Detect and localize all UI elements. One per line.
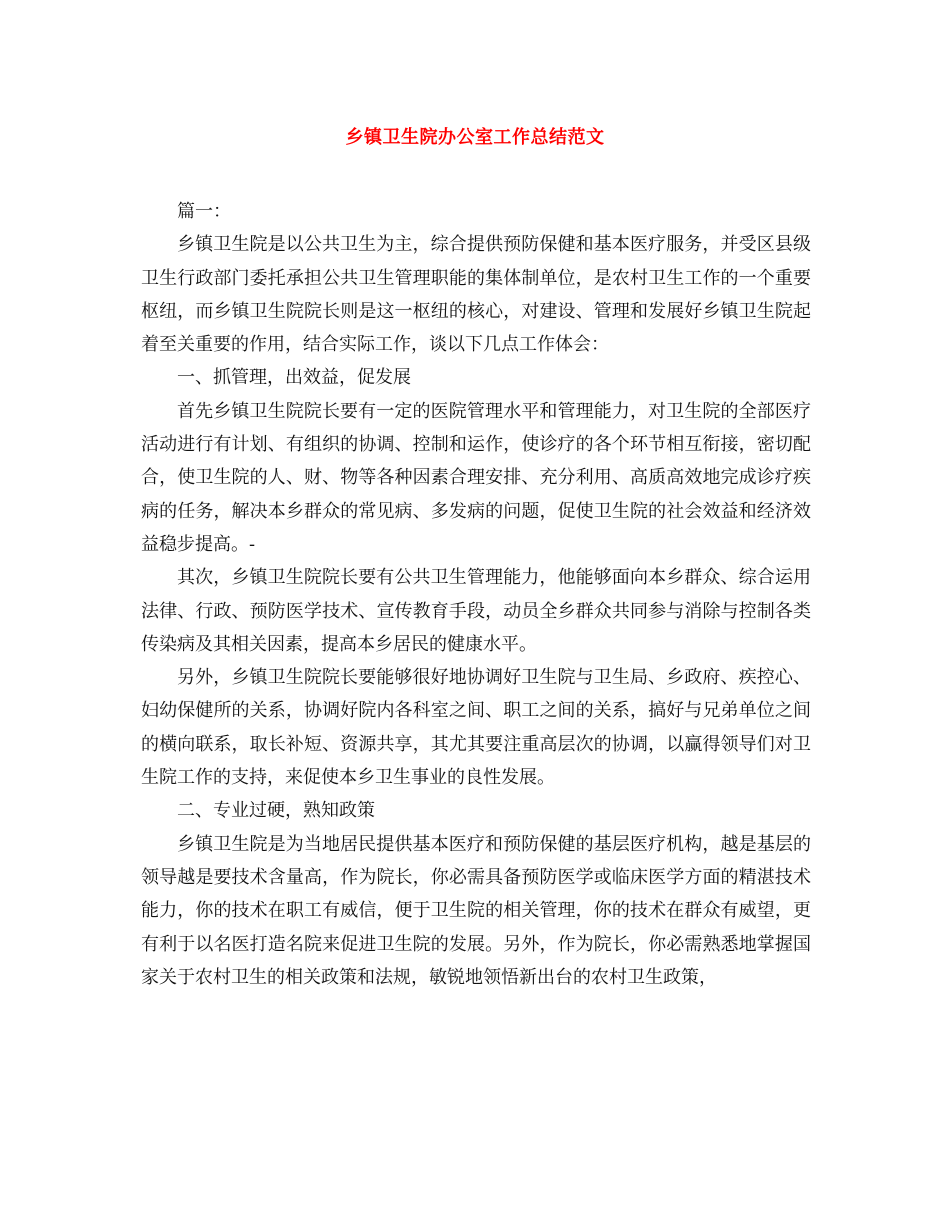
section-heading-1: 一、抓管理，出效益，促发展: [177, 367, 411, 389]
body-paragraph: 另外，乡镇卫生院院长要能够很好地协调好卫生院与卫生局、乡政府、疾控心、妇幼保健所的关系，协调好院内各科室之间、职工之间的关系，搞好与兄弟单位之间的横向联系，取长补短、资源共享，其尤其要注重高层次的协调，以赢得领导们对卫生院工作的支持，来促使本乡卫生事业的良性发展。: [141, 667, 811, 789]
intro-paragraph: 乡镇卫生院是以公共卫生为主，综合提供预防保健和基本医疗服务，并受区县级卫生行政部门委托承担公共卫生管理职能的集体制单位，是农村卫生工作的一个重要枢纽，而乡镇卫生院院长则是这一枢纽的核心，对建设、管理和发展好乡镇卫生院起着至关重要的作用，结合实际工作，谈以下几点工作体会：: [141, 234, 811, 356]
section-label: 篇一：: [177, 201, 231, 222]
document-title: 乡镇卫生院办公室工作总结范文: [345, 127, 605, 148]
body-paragraph: 乡镇卫生院是为当地居民提供基本医疗和预防保健的基层医疗机构，越是基层的领导越是要技术含量高，作为院长，你必需具备预防医学或临床医学方面的精湛技术能力，你的技术在职工有威信，便于卫生院的相关管理，你的技术在群众有威望，更有利于以名医打造名院来促进卫生院的发展。另外，作为院长，你必需熟悉地掌握国家关于农村卫生的相关政策和法规，敏锐地领悟新出台的农村卫生政策，: [141, 833, 811, 988]
section-heading-2: 二、专业过硬，熟知政策: [177, 800, 375, 822]
document-body: [141, 195, 811, 994]
body-paragraph: 其次，乡镇卫生院院长要有公共卫生管理能力，他能够面向本乡群众、综合运用法律、行政、预防医学技术、宣传教育手段，动员全乡群众共同参与消除与控制各类传染病及其相关因素，提高本乡居民的健康水平。: [141, 567, 811, 655]
body-paragraph: 首先乡镇卫生院院长要有一定的医院管理水平和管理能力，对卫生院的全部医疗活动进行有计划、有组织的协调、控制和运作，使诊疗的各个环节相互衔接，密切配合，使卫生院的人、财、物等各种因素合理安排、充分利用、高质高效地完成诊疗疾病的任务，解决本乡群众的常见病、多发病的问题，促使卫生院的社会效益和经济效益稳步提高。-: [141, 400, 811, 555]
